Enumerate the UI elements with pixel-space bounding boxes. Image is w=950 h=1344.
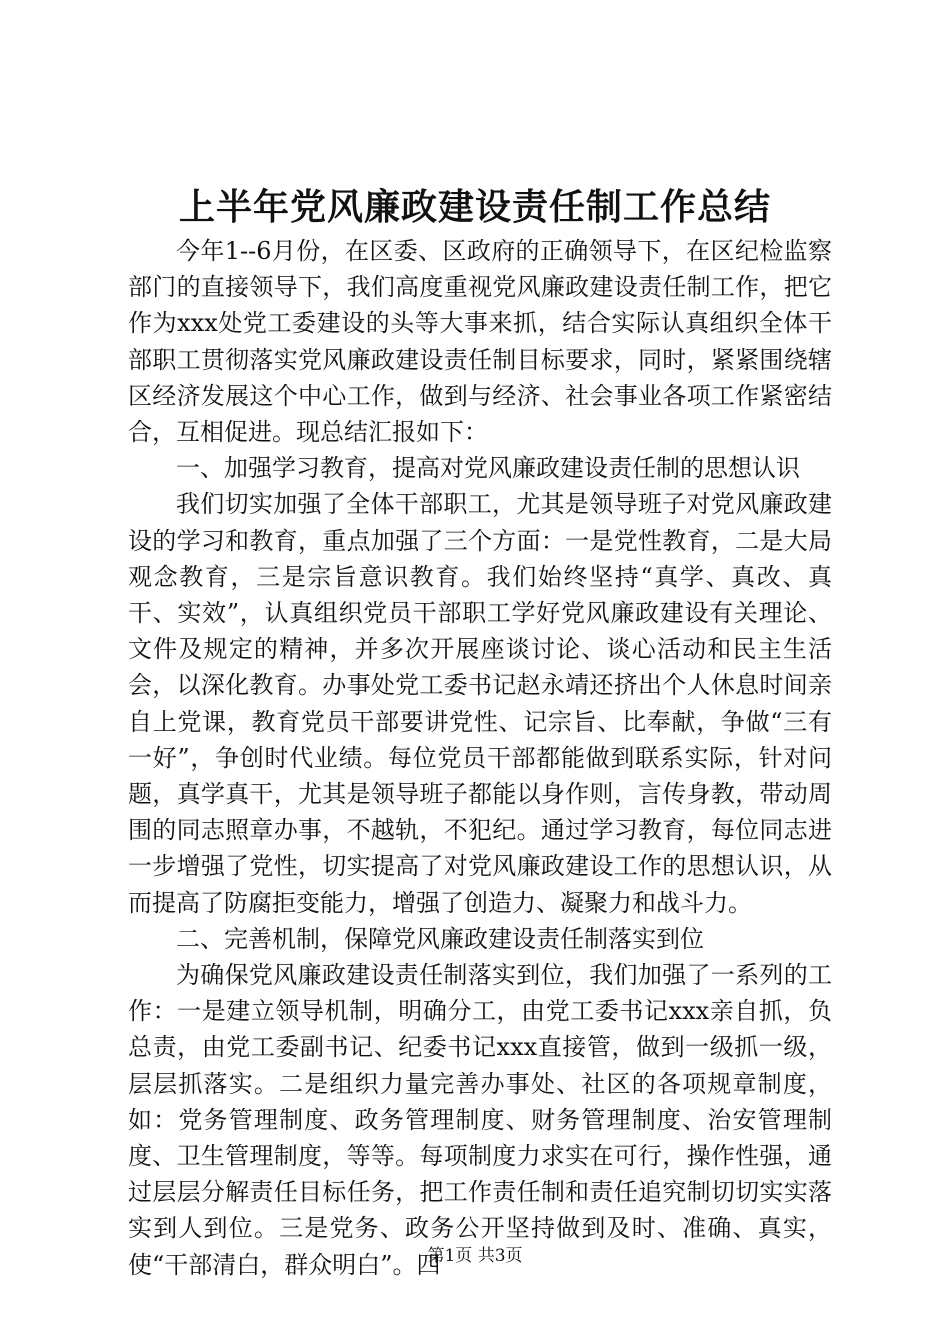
page-number-footer: 第1页 共3页	[427, 1246, 523, 1266]
paragraph-section-2: 为确保党风廉政建设责任制落实到位，我们加强了一系列的工作：一是建立领导机制，明确分工，由党工委书记xxx亲自抓，负总责，由党工委副书记、纪委书记xxx直接管，做到一级抓一级，层层抓落实。二是组织力量完善办事处、社区的各项规章制度，如：党务管理制度、政务管理制度、财务管理制度、治安管理制度、卫生管理制度，等等。每项制度力求实在可行，操作性强，通过层层分解责任目标任务，把工作责任制和责任追究制切切实实落实到人到位。三是党务、政务公开坚持做到及时、准确、真实，使“干部清白，群众明白”。四	[128, 961, 832, 1279]
document-title: 上半年党风廉政建设责任制工作总结	[178, 186, 771, 228]
document-body	[128, 233, 832, 1283]
section-heading-1: 一、加强学习教育，提高对党风廉政建设责任制的思想认识	[176, 454, 800, 483]
paragraph-section-1: 我们切实加强了全体干部职工，尤其是领导班子对党风廉政建设的学习和教育，重点加强了三个方面：一是党性教育，二是大局观念教育，三是宗旨意识教育。我们始终坚持“真学、真改、真干、实效”，认真组织党员干部职工学好党风廉政建设有关理论、文件及规定的精神，并多次开展座谈讨论、谈心活动和民主生活会，以深化教育。办事处党工委书记赵永靖还挤出个人休息时间亲自上党课，教育党员干部要讲党性、记宗旨、比奉献，争做“三有一好”，争创时代业绩。每位党员干部都能做到联系实际，针对问题，真学真干，尤其是领导班子都能以身作则，言传身教，带动周围的同志照章办事，不越轨，不犯纪。通过学习教育，每位同志进一步增强了党性，切实提高了对党风廉政建设工作的思想认识，从而提高了防腐拒变能力，增强了创造力、凝聚力和战斗力。	[128, 490, 832, 917]
paragraph-intro: 今年1--6月份，在区委、区政府的正确领导下，在区纪检监察部门的直接领导下，我们高度重视党风廉政建设责任制工作，把它作为xxx处党工委建设的头等大事来抓，结合实际认真组织全体干部职工贯彻落实党风廉政建设责任制目标要求，同时，紧紧围绕辖区经济发展这个中心工作，做到与经济、社会事业各项工作紧密结合，互相促进。现总结汇报如下：	[128, 237, 832, 447]
section-heading-2: 二、完善机制，保障党风廉政建设责任制落实到位	[176, 924, 704, 953]
